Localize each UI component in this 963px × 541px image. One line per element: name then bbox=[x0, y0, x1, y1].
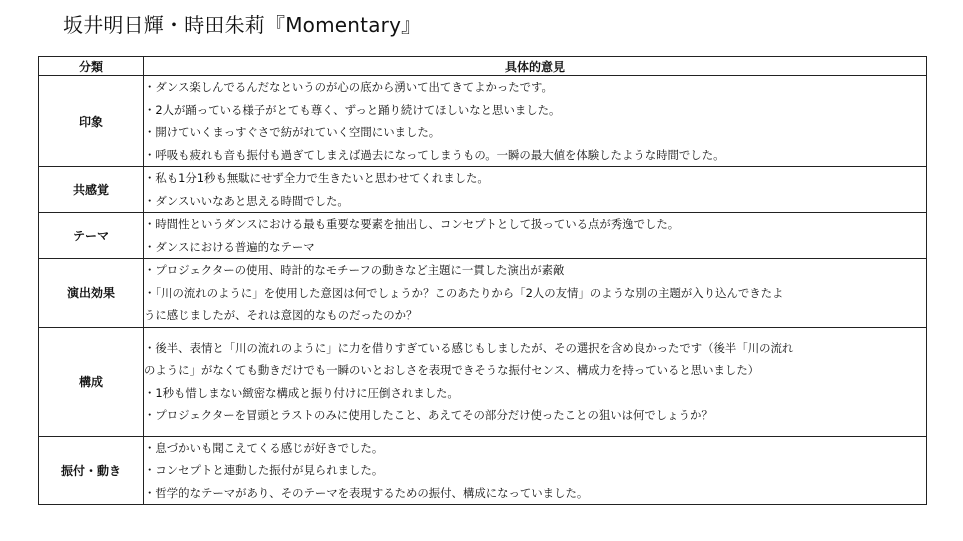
category-label: 振付・動き bbox=[60, 463, 121, 478]
table-row bbox=[39, 213, 927, 259]
category-cell bbox=[39, 259, 144, 328]
table-row bbox=[39, 327, 927, 436]
category-label: テーマ bbox=[72, 229, 109, 243]
comment-line: のように」がなくても動きだけでも一瞬のいとおしさを表現できそうな振付センス、構成力を持っていると思いました） bbox=[144, 363, 760, 377]
category-cell bbox=[39, 167, 144, 213]
comment-line: ・息づかいも聞こえてくる感じが好きでした。 bbox=[144, 440, 384, 455]
category-cell bbox=[39, 436, 144, 505]
comment-line: ・時間性というダンスにおける最も重要な要素を抽出し、コンセプトとして扱っている点が秀逸でした。 bbox=[144, 217, 680, 231]
comments-cell bbox=[144, 259, 927, 328]
comment-line: ・開けていくまっすぐさで紡がれていく空間にいました。 bbox=[144, 125, 441, 139]
category-cell bbox=[39, 76, 144, 167]
comment-line: ・私も1分1秒も無駄にせず全力で生きたいと思わせてくれました。 bbox=[144, 171, 489, 185]
comments-cell bbox=[144, 213, 927, 259]
feedback-table bbox=[38, 56, 927, 505]
comments-cell bbox=[144, 327, 927, 436]
table-row bbox=[39, 259, 927, 328]
table-row bbox=[39, 436, 927, 505]
header-category: 分類 bbox=[39, 57, 144, 76]
comment-line: ・プロジェクターを冒頭とラストのみに使用したこと、あえてその部分だけ使ったことの狙いは何でしょうか？ bbox=[144, 408, 713, 422]
category-label: 印象 bbox=[78, 114, 103, 129]
comment-line: ・哲学的なテーマがあり、そのテーマを表現するための振付、構成になっていました。 bbox=[144, 485, 589, 500]
comments-cell bbox=[144, 167, 927, 213]
table-row bbox=[39, 167, 927, 213]
comment-line: ・ダンス楽しんでるんだなというのが心の底から湧いて出てきてよかったです。 bbox=[144, 80, 553, 94]
comment-line: ・コンセプトと連動した振付が見られました。 bbox=[144, 463, 384, 477]
comment-line: ・呼吸も疲れも音も振付も過ぎてしまえば過去になってしまうもの。一瞬の最大値を体験したような時間でした。 bbox=[144, 147, 725, 162]
category-label: 演出効果 bbox=[66, 286, 115, 301]
page-title: 坂井明日輝・時田朱莉『Momentary』 bbox=[63, 13, 422, 37]
table-row bbox=[39, 76, 927, 167]
comments-cell bbox=[144, 76, 927, 167]
comment-line: ・2人が踊っている様子がとても尊く、ずっと踊り続けてほしいなと思いました。 bbox=[144, 102, 561, 117]
category-cell bbox=[39, 213, 144, 259]
comment-line: ・ダンスにおける普遍的なテーマ bbox=[144, 239, 315, 254]
table-header-row bbox=[39, 57, 927, 76]
header-opinions: 具体的意見 bbox=[144, 57, 927, 76]
comment-line: ・プロジェクターの使用、時計的なモチーフの動きなど主題に一貫した演出が素敵 bbox=[144, 263, 565, 277]
comments-cell bbox=[144, 436, 927, 505]
category-label: 構成 bbox=[78, 375, 103, 389]
comment-line: ・「川の流れのように」を使用した意図は何でしょうか？このあたりから「2人の友情」のような別の主題が入り込んできたよ bbox=[144, 285, 784, 300]
comment-line: ・ダンスいいなあと思える時間でした。 bbox=[144, 193, 349, 208]
comment-line: うに感じましたが、それは意図的なものだったのか？ bbox=[144, 308, 418, 322]
category-label: 共感覚 bbox=[72, 183, 109, 197]
comment-line: ・後半、表情と「川の流れのように」に力を借りすぎている感じもしましたが、その選択を含め良かったです（後半「川の流れ bbox=[144, 340, 794, 355]
comment-line: ・1秒も惜しまない緻密な構成と振り付けに圧倒されました。 bbox=[144, 385, 459, 400]
category-cell bbox=[39, 327, 144, 436]
